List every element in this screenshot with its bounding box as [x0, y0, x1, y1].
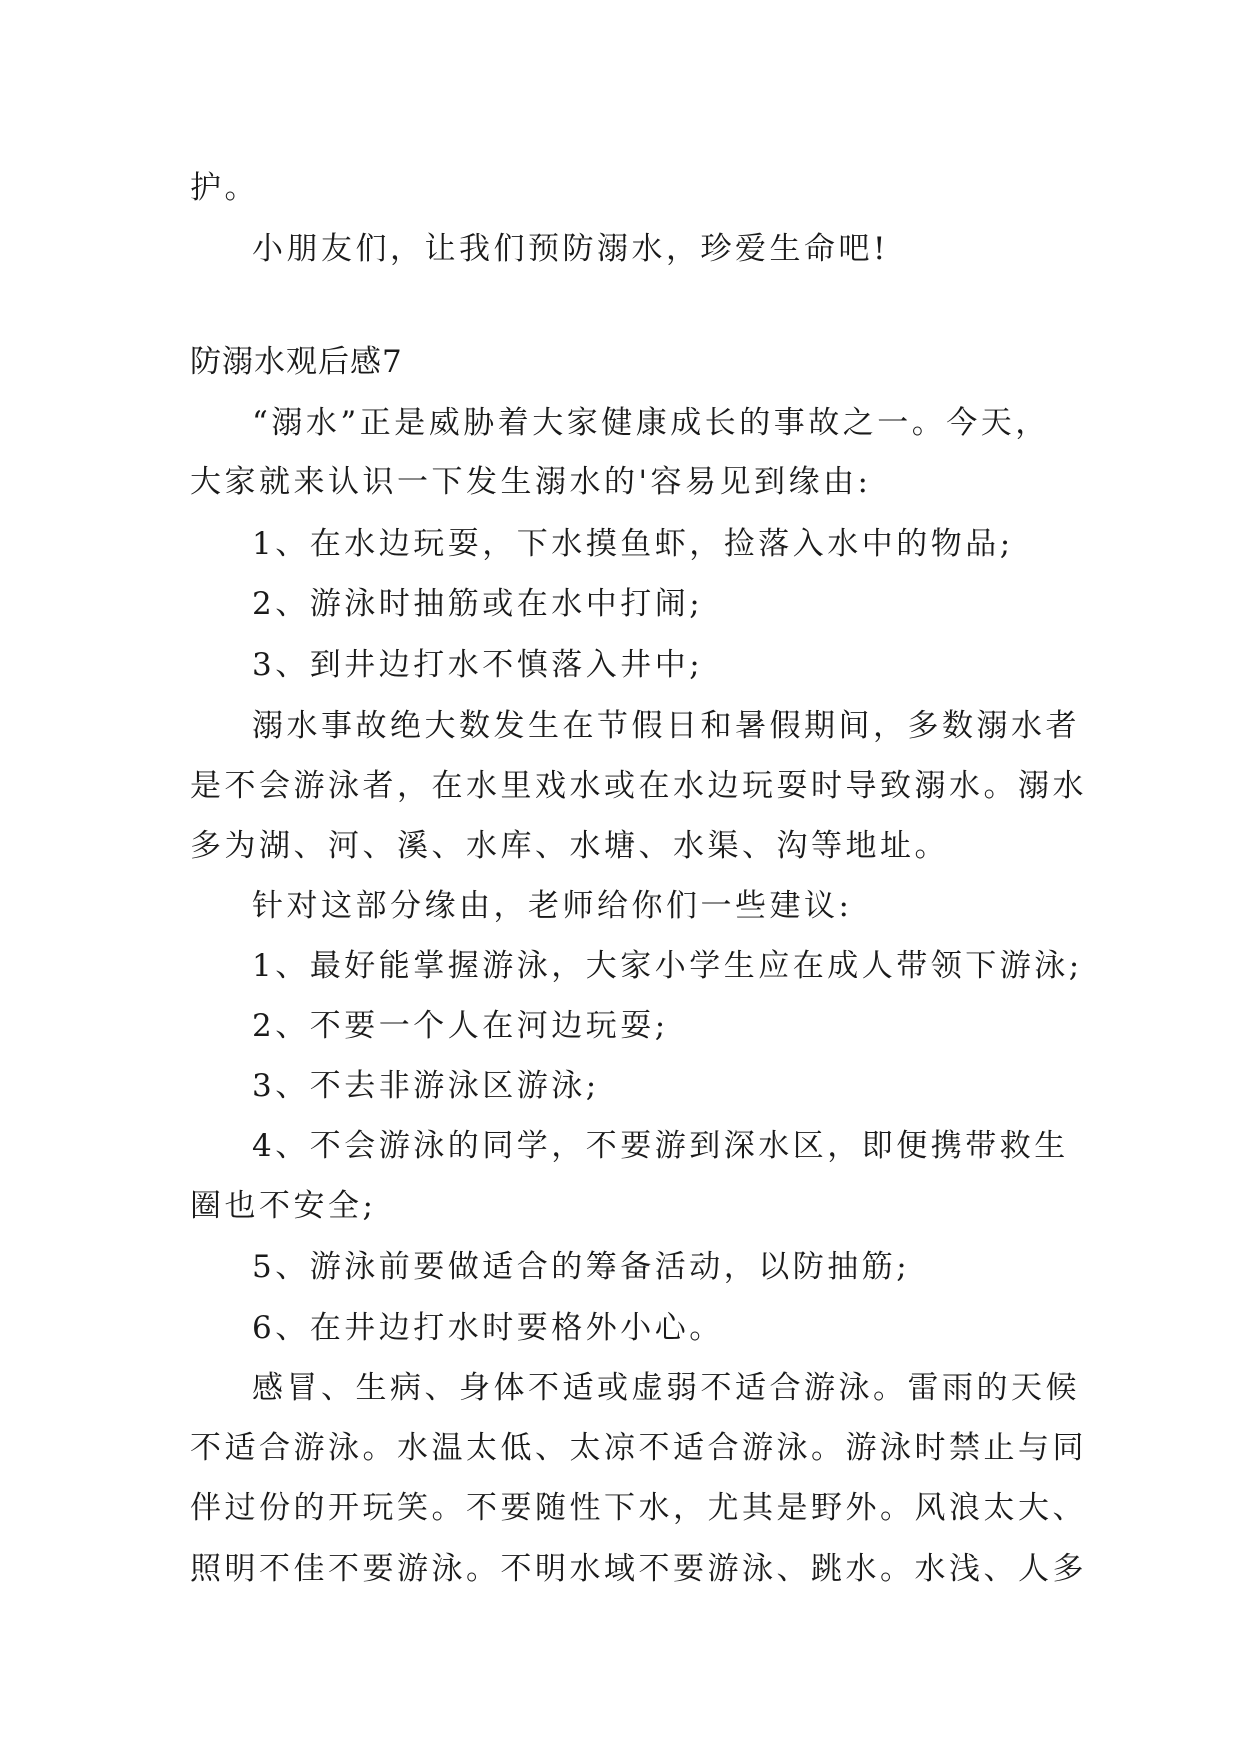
list-item: 3、到井边打水不慎落入井中;: [252, 647, 704, 683]
paragraph-line: 伴过份的开玩笑。不要随性下水，尤其是野外。风浪太大、: [190, 1490, 1087, 1526]
list-item-continuation: 圈也不安全;: [190, 1188, 377, 1224]
paragraph-line: 多为湖、河、溪、水库、水塘、水渠、沟等地址。: [190, 828, 949, 864]
paragraph-line: 照明不佳不要游泳。不明水域不要游泳、跳水。水浅、人多: [190, 1551, 1087, 1587]
paragraph-line: 针对这部分缘由，老师给你们一些建议:: [252, 888, 853, 924]
paragraph-line: 大家就来认识一下发生溺水的'容易见到缘由:: [190, 464, 872, 500]
list-item: 6、在井边打水时要格外小心。: [252, 1310, 724, 1346]
paragraph-line: 小朋友们，让我们预防溺水，珍爱生命吧!: [252, 231, 889, 267]
paragraph-line: “溺水”正是威胁着大家健康成长的事故之一。今天，: [252, 405, 1050, 441]
list-item: 1、最好能掌握游泳，大家小学生应在成人带领下游泳;: [252, 948, 1083, 984]
paragraph-line: 是不会游泳者，在水里戏水或在水边玩耍时导致溺水。溺水: [190, 768, 1087, 804]
section-heading: 防溺水观后感7: [190, 344, 403, 380]
paragraph-line: 溺水事故绝大数发生在节假日和暑假期间，多数溺水者: [252, 708, 1080, 744]
list-item: 5、游泳前要做适合的筹备活动，以防抽筋;: [252, 1249, 911, 1285]
paragraph-line: 护。: [190, 170, 259, 206]
list-item: 3、不去非游泳区游泳;: [252, 1068, 600, 1104]
list-item: 1、在水边玩耍，下水摸鱼虾，捡落入水中的物品;: [252, 526, 1014, 562]
list-item: 2、不要一个人在河边玩耍;: [252, 1008, 669, 1044]
list-item: 2、游泳时抽筋或在水中打闹;: [252, 586, 704, 622]
list-item: 4、不会游泳的同学，不要游到深水区，即便携带救生: [252, 1128, 1069, 1164]
paragraph-line: 不适合游泳。水温太低、太凉不适合游泳。游泳时禁止与同: [190, 1430, 1087, 1466]
paragraph-line: 感冒、生病、身体不适或虚弱不适合游泳。雷雨的天候: [252, 1370, 1080, 1406]
